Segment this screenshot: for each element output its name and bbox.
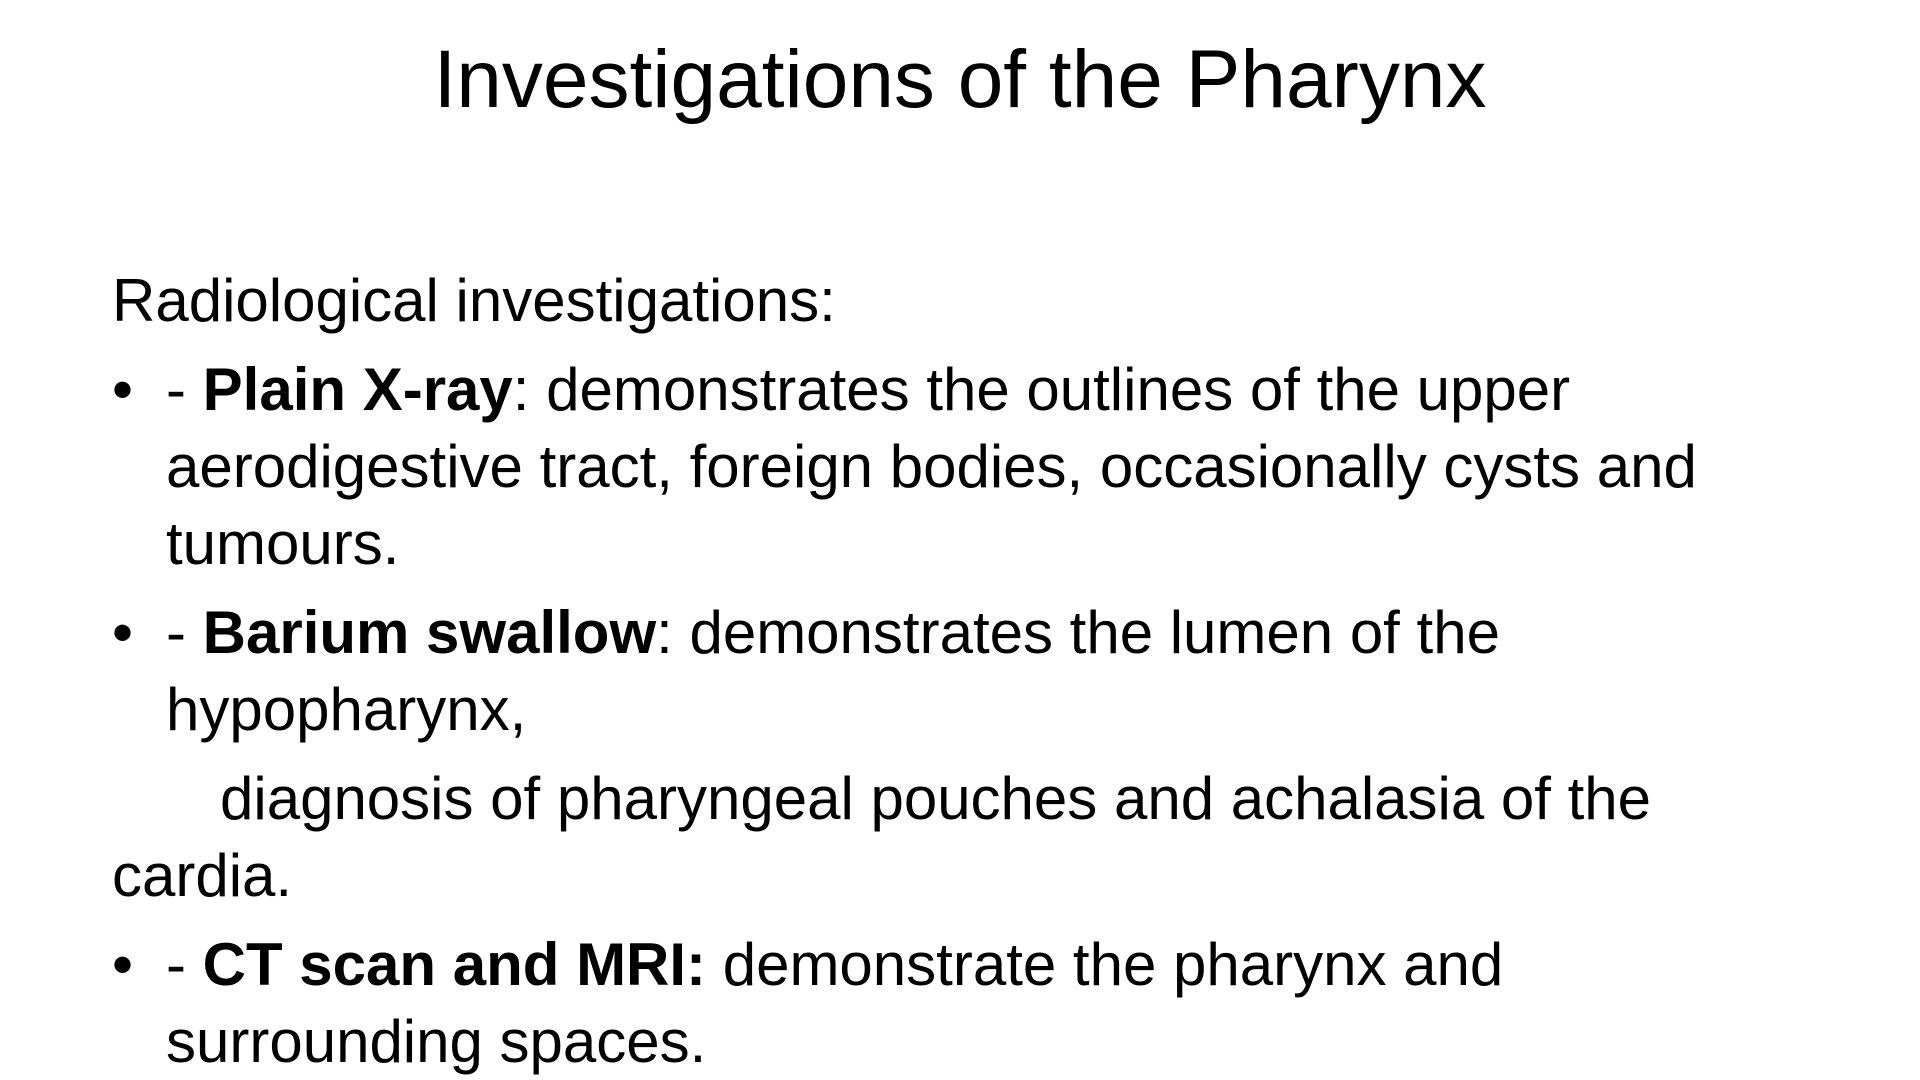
bullet-dot-icon: • xyxy=(112,931,134,998)
bullet-barium-swallow xyxy=(112,594,1832,748)
bullet-text: demonstrate the pharynx and surrounding spaces. xyxy=(166,931,1504,1075)
bullet-text: : demonstrates the outlines of the upper aerodigestive tract, foreign bodies, occasionally cysts and tumours. xyxy=(166,356,1697,577)
bullet-term: Barium swallow xyxy=(202,599,657,666)
bullet-dot-icon: • xyxy=(112,356,134,423)
bullet-term: Plain X-ray xyxy=(202,356,513,423)
bullet-prefix: - xyxy=(166,931,203,998)
slide-title: Investigations of the Pharynx xyxy=(433,34,1487,125)
bullet-ct-mri xyxy=(112,926,1832,1080)
intro-heading: Radiological investigations: xyxy=(112,267,836,334)
bullet-text: : demonstrates the lumen of the hypopharynx, xyxy=(166,599,1500,743)
bullet-term: CT scan and MRI: xyxy=(202,931,707,998)
slide-body xyxy=(112,262,1832,1080)
bullet-dot-icon: • xyxy=(112,599,134,666)
bullet-plain-xray xyxy=(112,351,1832,582)
bullet-prefix: - xyxy=(166,356,203,423)
bullet-prefix: - xyxy=(166,599,203,666)
continuation-text: diagnosis of pharyngeal pouches and achalasia of the cardia. xyxy=(112,765,1652,909)
